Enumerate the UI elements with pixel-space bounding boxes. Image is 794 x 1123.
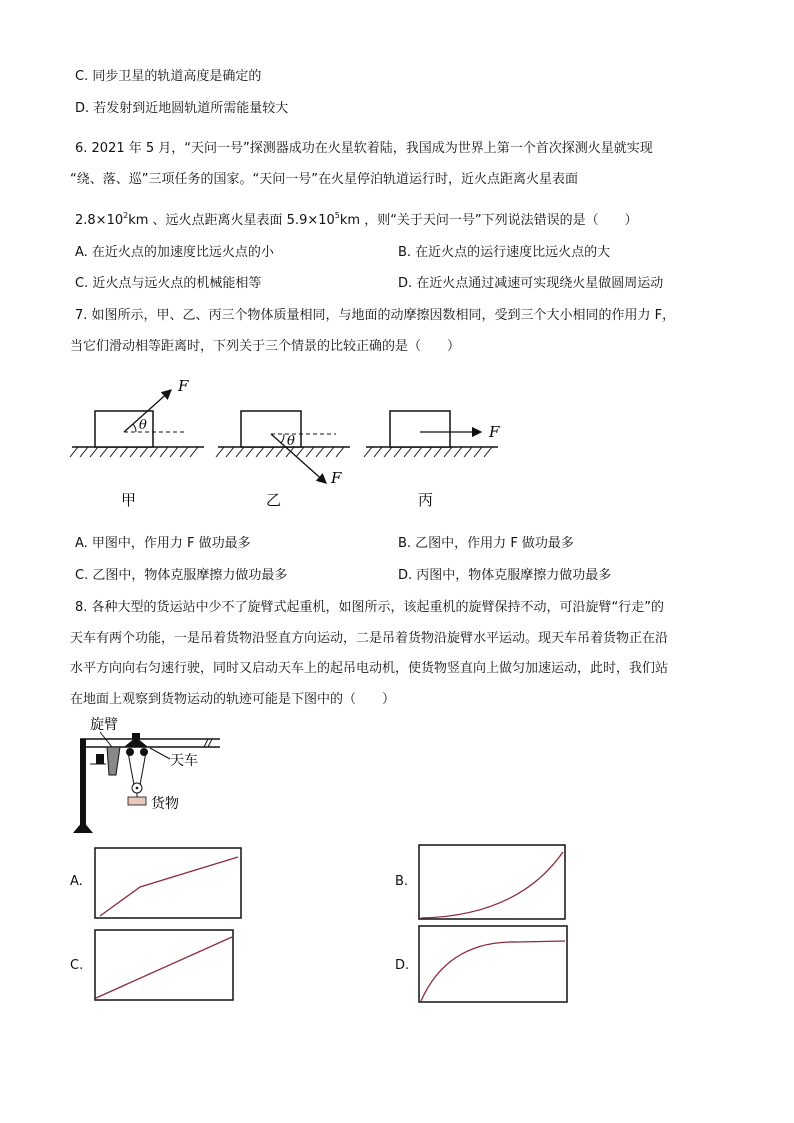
q6-option-c: C. 近火点与远火点的机械能相等: [75, 276, 262, 291]
crane-diagram: [70, 715, 230, 837]
q7-stem-line1: 7. 如图所示，甲、乙、丙三个物体质量相同，与地面的动摩擦因数相同，受到三个大小相同的作用力 F，: [75, 308, 676, 323]
q7-figures: [68, 375, 508, 515]
q6-option-d: D. 在近火点通过减速可实现绕火星做圆周运动: [398, 276, 664, 291]
choice-letter-a: A.: [70, 874, 83, 889]
figure-jia: [70, 377, 204, 509]
force-label: F: [489, 423, 500, 441]
q7-option-a: A. 甲图中，作用力 F 做功最多: [75, 536, 251, 551]
figure-label-yi: 乙: [266, 491, 282, 509]
q6-stem-line1: 6. 2021 年 5 月，“天问一号”探测器成功在火星软着陆，我国成为世界上第一个首次探测火星就实现: [75, 141, 653, 156]
q7-option-b: B. 乙图中，作用力 F 做功最多: [398, 536, 574, 551]
theta-label: θ: [287, 434, 295, 449]
q7-option-d: D. 丙图中，物体克服摩擦力做功最多: [398, 568, 612, 583]
figure-bing: [364, 411, 500, 509]
figure-label-bing: 丙: [418, 491, 434, 509]
force-label: F: [331, 469, 342, 487]
choice-d-graph[interactable]: [418, 925, 568, 1003]
q6-stem-line2: “绕、落、巡”三项任务的国家。“天问一号”在火星停泊轨道运行时，近火点距离火星表面: [70, 172, 578, 187]
q8-stem-line4: 在地面上观察到货物运动的轨迹可能是下图中的（ ）: [70, 692, 396, 707]
force-label: F: [178, 377, 189, 395]
theta-label: θ: [139, 418, 147, 433]
choice-letter-c: C.: [70, 958, 84, 973]
choice-letter-b: B.: [395, 874, 409, 889]
choice-b-graph[interactable]: [418, 844, 566, 920]
q6-option-b: B. 在近火点的运行速度比远火点的大: [398, 245, 611, 260]
q8-stem-line3: 水平方向向右匀速行驶，同时又启动天车上的起吊电动机，使货物竖直向上做匀加速运动，此时，我们站: [70, 661, 669, 676]
choice-a-graph[interactable]: [94, 847, 242, 919]
q7-stem-line2: 当它们滑动相等距离时，下列关于三个情景的比较正确的是（ ）: [70, 339, 461, 354]
q5-option-d: D. 若发射到近地圆轨道所需能量较大: [75, 101, 289, 116]
q8-stem-line1: 8. 各种大型的货运站中少不了旋臂式起重机，如图所示，该起重机的旋臂保持不动，可沿旋臂“行走”的: [75, 600, 665, 615]
q8-stem-line2: 天车有两个功能，一是吊着货物沿竖直方向运动，二是吊着货物沿旋臂水平运动。现天车吊着货物正在沿: [70, 631, 669, 646]
q6-option-a: A. 在近火点的加速度比远火点的小: [75, 245, 274, 260]
q7-option-c: C. 乙图中，物体克服摩擦力做功最多: [75, 568, 288, 583]
q6-stem-line3: $2.8\times 10^2km$ 、远火点距离火星表面 $5.9\times 10^5km$ ，则“关于天问一号”下列说法错误的是（ ）: [75, 211, 638, 228]
q5-option-c: C. 同步卫星的轨道高度是确定的: [75, 69, 262, 84]
crane-arm-label: 旋臂: [90, 717, 118, 733]
choice-c-graph[interactable]: [94, 929, 234, 1001]
figure-label-jia: 甲: [121, 491, 137, 509]
crane-trolley-label: 天车: [170, 753, 198, 769]
crane-cargo-label: 货物: [151, 796, 179, 812]
figure-yi: [216, 411, 350, 509]
choice-letter-d: D.: [395, 958, 410, 973]
